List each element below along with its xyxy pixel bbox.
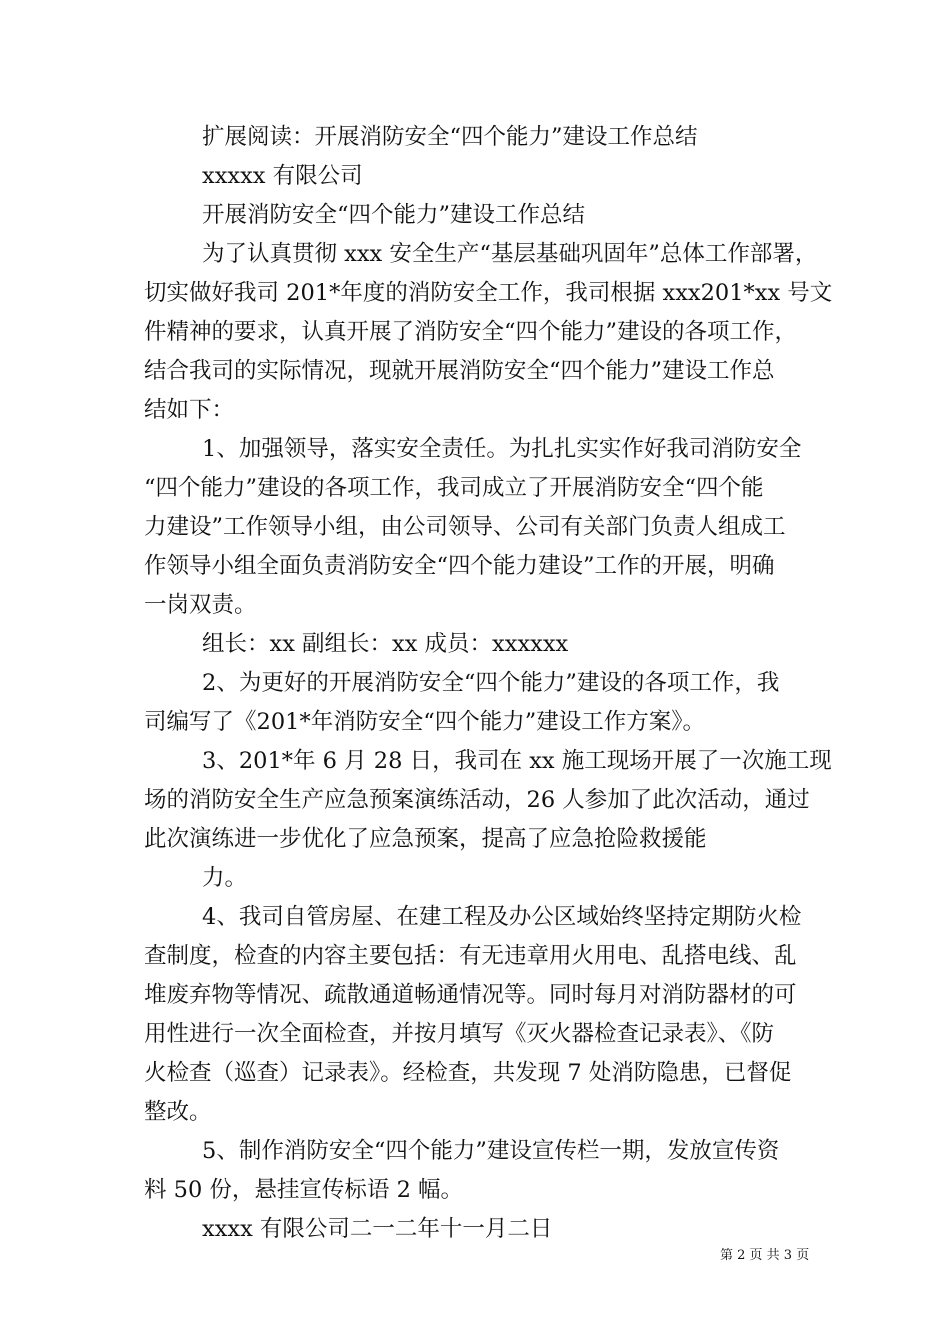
page-number: 第 2 页 共 3 页 xyxy=(720,1248,810,1263)
text-line: 作领导小组全面负责消防安全“四个能力建设”工作的开展，明确 xyxy=(144,553,775,579)
item-2-paragraph xyxy=(144,664,814,742)
document-title: 开展消防安全“四个能力”建设工作总结 xyxy=(202,202,586,228)
text-line: 料 50 份，悬挂宣传标语 2 幅。 xyxy=(144,1177,464,1203)
signature-line: xxxx 有限公司二一二年十一月二日 xyxy=(202,1216,553,1242)
text-line: 司编写了《201*年消防安全“四个能力”建设工作方案》。 xyxy=(144,709,705,735)
text-line: 1、加强领导，落实安全责任。为扎扎实实作好我司消防安全 xyxy=(202,436,802,462)
text-line: 火检查（巡查）记录表》。经检查，共发现 7 处消防隐患，已督促 xyxy=(144,1060,792,1086)
document-body xyxy=(144,118,833,1249)
text-line: 组长：xx 副组长：xx 成员：xxxxxx xyxy=(202,631,569,657)
text-line: 件精神的要求，认真开展了消防安全“四个能力”建设的各项工作， xyxy=(144,319,798,345)
item-4-paragraph xyxy=(144,898,814,1132)
text-line: 2、为更好的开展消防安全“四个能力”建设的各项工作，我 xyxy=(202,670,780,696)
text-line: 3、201*年 6 月 28 日，我司在 xx 施工现场开展了一次施工现 xyxy=(202,748,832,774)
text-line: 切实做好我司 201*年度的消防安全工作，我司根据 xxx201*xx 号文 xyxy=(144,280,833,306)
text-line: “四个能力”建设的各项工作，我司成立了开展消防安全“四个能 xyxy=(144,475,764,501)
text-line: 结如下： xyxy=(144,397,235,423)
text-line: 4、我司自管房屋、在建工程及办公区域始终坚持定期防火检 xyxy=(202,904,802,930)
company-name: xxxxx 有限公司 xyxy=(202,163,363,189)
text-line: 整改。 xyxy=(144,1099,212,1125)
text-line: 场的消防安全生产应急预案演练活动，26 人参加了此次活动，通过 xyxy=(144,787,810,813)
text-line: 结合我司的实际情况，现就开展消防安全“四个能力”建设工作总 xyxy=(144,358,775,384)
text-line: 力。 xyxy=(202,865,248,891)
text-line: 堆废弃物等情况、疏散通道畅通情况等。同时每月对消防器材的可 xyxy=(144,982,797,1008)
text-line: 5、制作消防安全“四个能力”建设宣传栏一期，发放宣传资 xyxy=(202,1138,780,1164)
item-1-paragraph xyxy=(144,430,814,625)
members-paragraph xyxy=(144,625,814,664)
text-line: 一岗双责。 xyxy=(144,592,257,618)
extended-reading-heading: 扩展阅读：开展消防安全“四个能力”建设工作总结 xyxy=(202,124,698,150)
item-5-paragraph xyxy=(144,1132,814,1210)
text-line: 为了认真贯彻 xxx 安全生产“基层基础巩固年”总体工作部署， xyxy=(202,241,818,267)
intro-paragraph xyxy=(144,235,833,430)
text-line: 用性进行一次全面检查，并按月填写《灭火器检查记录表》、《防 xyxy=(144,1021,775,1047)
text-line: 力建设”工作领导小组，由公司领导、公司有关部门负责人组成工 xyxy=(144,514,786,540)
signature-paragraph xyxy=(144,1210,814,1249)
text-line: 此次演练进一步优化了应急预案，提高了应急抢险救援能 xyxy=(144,826,707,852)
text-line: 查制度，检查的内容主要包括：有无违章用火用电、乱搭电线、乱 xyxy=(144,943,797,969)
item-3-paragraph xyxy=(144,742,832,898)
